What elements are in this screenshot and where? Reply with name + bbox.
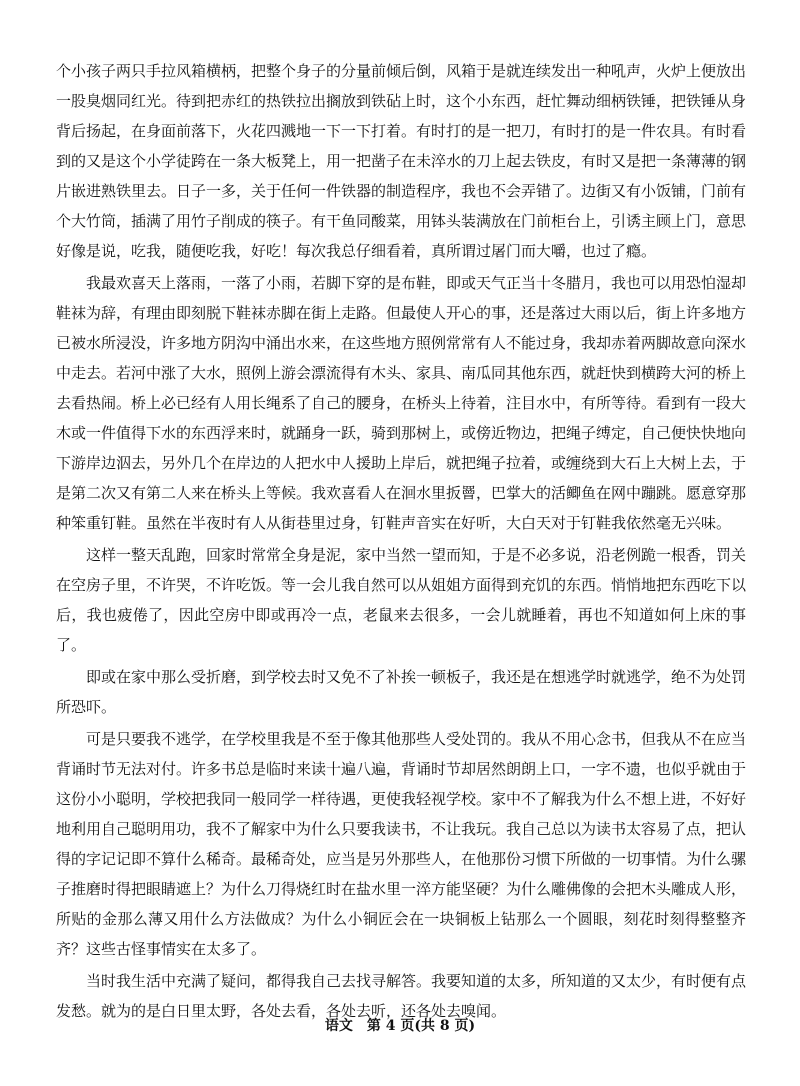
paragraph-truancy: 即或在家中那么受折磨，到学校去时又免不了补挨一顿板子，我还是在想逃学时就逃学，绝不为处罚所恐吓。: [56, 668, 747, 716]
paragraph-blacksmith-and-food-stall: 个小孩子两只手拉风箱横柄，把整个身子的分量前倾后倒，风箱于是就连续发出一种吼声，火炉上便放出一股臭烟同红光。待到把赤红的热铁拉出搁放到铁砧上时，这个小东西，赶忙舞动细柄铁锤，把铁锤从身背后扬起，在身面前落下，火花四溅地一下一下打着。有时打的是一把刀，有时打的是一件农具。有时看到的又是这个小学徒跨在一条大板凳上，用一把凿子在未淬水的刀上起去铁皮，有时又是把一条薄薄的钢片嵌进熟铁里去。日子一多，关于任何一件铁器的制造程序，我也不会弄错了。边街又有小饭铺，门前有个大竹筒，插满了用竹子削成的筷子。有干鱼同酸菜，用钵头装满放在门前柜台上，引诱主顾上门，意思好像是说，吃我，随便吃我，好吃！每次我总仔细看着，真所谓过屠门而大嚼，也过了瘾。: [56, 62, 747, 260]
paragraph-rain-and-river: 我最欢喜天上落雨，一落了小雨，若脚下穿的是布鞋，即或天气正当十冬腊月，我也可以用恐怕湿却鞋袜为辞，有理由即刻脱下鞋袜赤脚在街上走路。但最使人开心的事，还是落过大雨以后，街上许多地方已被水所浸没，许多地方阴沟中涌出水来，在这些地方照例常常有人不能过身，我却赤着两脚故意向深水中走去。若河中涨了大水，照例上游会漂流得有木头、家具、南瓜同其他东西，就赶快到横跨大河的桥上去看热闹。桥上必已经有人用长绳系了自己的腰身，在桥头上待着，注目水中，有所等待。看到有一段大木或一件值得下水的东西浮来时，就踊身一跃，骑到那树上，或傍近物边，把绳子缚定，自己便快快地向下游岸边泅去，另外几个在岸边的人把水中人援助上岸后，就把绳子拉着，或缠绕到大石上大树上去，于是第二次又有第二人来在桥头上等候。我欢喜看人在洄水里扳罾，巴掌大的活鲫鱼在网中蹦跳。愿意穿那种笨重钉鞋。虽然在半夜时有人从街巷里过身，钉鞋声音实在好听，大白天对于钉鞋我依然毫无兴味。: [56, 274, 747, 532]
paragraph-curiosity: 当时我生活中充满了疑问，都得我自己去找寻解答。我要知道的太多，所知道的又太少，有时便有点发愁。就为的是白日里太野，各处去看，各处去听，还各处去嗅闻。: [56, 972, 747, 1020]
paragraph-school-and-questions: 可是只要我不逃学，在学校里我是不至于像其他那些人受处罚的。我从不用心念书，但我从不在应当背诵时节无法对付。许多书总是临时来读十遍八遍，背诵时节却居然朗朗上口，一字不遗，也似乎就由于这份小小聪明，学校把我同一般同学一样待遇，更使我轻视学校。家中不了解我为什么不想上进，不好好地利用自己聪明用功，我不了解家中为什么只要我读书，不让我玩。我自己总以为读书太容易了点，把认得的字记记即不算什么稀奇。最稀奇处，应当是另外那些人，在他那份习惯下所做的一切事情。为什么骡子推磨时得把眼睛遮上？为什么刀得烧红时在盐水里一淬方能坚硬？为什么雕佛像的会把木头雕成人形，所贴的金那么薄又用什么方法做成？为什么小铜匠会在一块铜板上钻那么一个圆眼，刻花时刻得整整齐齐？这些古怪事情实在太多了。: [56, 730, 747, 958]
page-footer: 语文 第 4 页(共 8 页): [324, 1018, 476, 1034]
document-body: [56, 56, 746, 1028]
paragraph-punishment-at-home: 这样一整天乱跑，回家时常常全身是泥，家中当然一望而知，于是不必多说，沿老例跪一根香，罚关在空房子里，不许哭，不许吃饭。等一会儿我自然可以从姐姐方面得到充饥的东西。悄悄地把东西吃下以后，我也疲倦了，因此空房中即或再冷一点，老鼠来去很多，一会儿就睡着，再也不知道如何上床的事了。: [56, 546, 747, 654]
